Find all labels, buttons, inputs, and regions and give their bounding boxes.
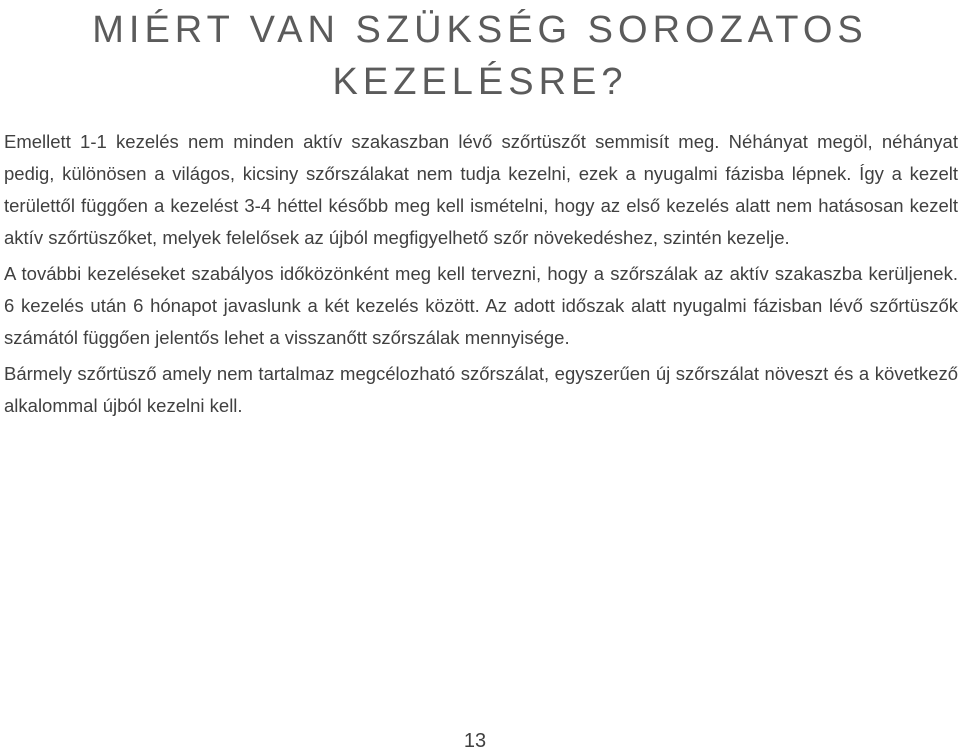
body-text [4, 126, 958, 426]
page-number-label: 13 [463, 730, 487, 752]
paragraph-3: Bármely szőrtüsző amely nem tartalmaz megcélozható szőrszálat, egyszerűen új szőrszálat növeszt és a következő alkalommal újból kezelni kell. [4, 363, 958, 416]
page-number [0, 728, 960, 754]
paragraph-1: Emellett 1-1 kezelés nem minden aktív szakaszban lévő szőrtüszőt semmisít meg. Néhányat megöl, néhányat pedig, különösen a világos, kicsiny szőrszálakat nem tudja kezelni, ezek a nyugalmi fázisba lépnek. Így a kezelt területtől függően a kezelést 3-4 héttel később meg kell ismételni, hogy az első kezelés alatt nem hatásosan kezelt aktív szőrtüszőket, melyek felelősek az újból megfigyelhető szőr növekedéshez, szintén kezelje. [4, 131, 958, 248]
page-title: MIÉRT VAN SZÜKSÉG SOROZATOS KEZELÉSRE? [92, 9, 868, 103]
paragraph-2: A további kezeléseket szabályos időközönként meg kell tervezni, hogy a szőrszálak az aktív szakaszba kerüljenek. 6 kezelés után 6 hónapot javaslunk a két kezelés között. Az adott időszak alatt nyugalmi fázisban lévő szőrtüszők számától függően jelentős lehet a visszanőtt szőrszálak mennyisége. [4, 263, 958, 348]
